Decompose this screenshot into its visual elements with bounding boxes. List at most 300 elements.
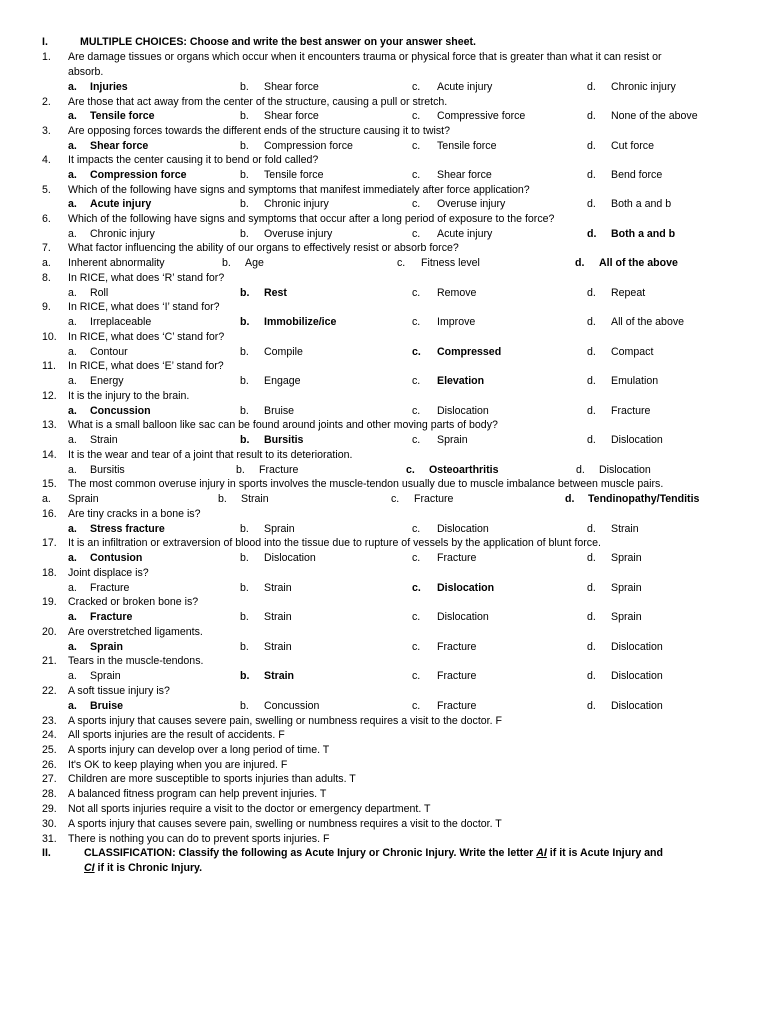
question-7-choices [0, 256, 768, 270]
choice-letter-d: d. [587, 140, 596, 152]
choice-letter-c: c. [412, 169, 421, 181]
section-2-heading-continued [0, 861, 768, 875]
choice-a: Irreplaceable [90, 316, 152, 328]
choice-letter-b: b. [240, 523, 249, 535]
question-text: What is a small balloon like sac can be found around joints and other moving parts of body? [68, 419, 498, 431]
choice-c: Fracture [437, 670, 477, 682]
question-7 [0, 241, 768, 255]
choice-b: Dislocation [264, 552, 316, 564]
choice-c: Overuse injury [437, 198, 506, 210]
tf-item-30 [0, 817, 768, 831]
tf-number: 28. [42, 788, 57, 800]
question-2 [0, 95, 768, 109]
choice-a: Strain [90, 434, 118, 446]
question-number: 18. [42, 567, 57, 579]
tf-number: 27. [42, 773, 57, 785]
tf-item-31 [0, 832, 768, 846]
choice-c: Compressive force [437, 110, 526, 122]
question-11-choices [0, 374, 768, 388]
choice-letter-a: a. [68, 228, 77, 240]
question-10-choices [0, 345, 768, 359]
choice-letter-b: b. [240, 405, 249, 417]
question-text: Are tiny cracks in a bone is? [68, 508, 201, 520]
choice-letter-d: d. [587, 198, 596, 210]
choice-letter-b: b. [236, 464, 245, 476]
tf-statement: A sports injury can develop over a long period of time. T [68, 744, 330, 756]
choice-letter-d: d. [587, 582, 596, 594]
question-19-choices [0, 610, 768, 624]
question-text: Which of the following have signs and symptoms that occur after a long period of exposure to the force? [68, 213, 555, 225]
choice-letter-d: d. [587, 287, 596, 299]
question-22 [0, 684, 768, 698]
choice-letter-c: c. [412, 375, 421, 387]
choice-letter-b: b. [240, 198, 249, 210]
question-number: 16. [42, 508, 57, 520]
choice-c: Dislocation [437, 611, 489, 623]
question-21 [0, 654, 768, 668]
question-number: 1. [42, 51, 51, 63]
choice-letter-b: b. [240, 552, 249, 564]
choice-c: Compressed [437, 346, 502, 358]
choice-d: Chronic injury [611, 81, 676, 93]
choice-a: Compression force [90, 169, 187, 181]
choice-letter-c: c. [412, 405, 421, 417]
question-9 [0, 300, 768, 314]
choice-d: Strain [611, 523, 639, 535]
question-text: Are overstretched ligaments. [68, 626, 203, 638]
tf-item-23 [0, 714, 768, 728]
question-text: Are opposing forces towards the different ends of the structure causing it to twist? [68, 125, 450, 137]
choice-letter-b: b. [222, 257, 231, 269]
choice-letter-b: b. [240, 110, 249, 122]
choice-letter-a: a. [68, 316, 77, 328]
choice-b: Age [245, 257, 264, 269]
question-text: In RICE, what does ‘E’ stand for? [68, 360, 224, 372]
question-12 [0, 389, 768, 403]
question-text: Which of the following have signs and symptoms that manifest immediately after force application? [68, 184, 530, 196]
choice-letter-c: c. [412, 346, 421, 358]
choice-c: Shear force [437, 169, 492, 181]
question-text: A soft tissue injury is? [68, 685, 170, 697]
choice-letter-c: c. [406, 464, 415, 476]
choice-b: Compile [264, 346, 303, 358]
choice-letter-a: a. [68, 670, 77, 682]
choice-b: Concussion [264, 700, 320, 712]
section-numeral: II. [42, 847, 51, 859]
question-number: 3. [42, 125, 51, 137]
choice-letter-b: b. [240, 228, 249, 240]
choice-c: Dislocation [437, 523, 489, 535]
choice-letter-c: c. [412, 228, 421, 240]
tf-item-25 [0, 743, 768, 757]
question-text: In RICE, what does ‘R’ stand for? [68, 272, 225, 284]
choice-c: Fracture [437, 641, 477, 653]
question-8-choices [0, 286, 768, 300]
choice-letter-c: c. [412, 523, 421, 535]
choice-letter-d: d. [587, 670, 596, 682]
section-numeral: I. [42, 36, 48, 48]
choice-letter-a: a. [68, 81, 77, 93]
question-number: 11. [42, 360, 56, 372]
choice-b: Engage [264, 375, 301, 387]
choice-a: Sprain [90, 670, 121, 682]
choice-a: Sprain [90, 641, 123, 653]
choice-d: Dislocation [611, 670, 663, 682]
tf-statement: There is nothing you can do to prevent sports injuries. F [68, 833, 330, 845]
choice-b: Fracture [259, 464, 299, 476]
choice-d: Dislocation [611, 700, 663, 712]
choice-letter-d: d. [565, 493, 575, 505]
choice-letter-b: b. [240, 611, 249, 623]
question-13-choices [0, 433, 768, 447]
choice-c: Elevation [437, 375, 485, 387]
choice-d: Bend force [611, 169, 663, 181]
choice-letter-d: d. [587, 405, 596, 417]
choice-letter-d: d. [587, 110, 596, 122]
choice-letter-c: c. [412, 700, 421, 712]
choice-c: Acute injury [437, 228, 493, 240]
question-22-choices [0, 699, 768, 713]
choice-d: Sprain [611, 552, 642, 564]
choice-letter-b: b. [240, 346, 249, 358]
question-20 [0, 625, 768, 639]
choice-a: Bruise [90, 700, 123, 712]
choice-a: Sprain [68, 493, 99, 505]
choice-c: Fracture [437, 552, 477, 564]
choice-letter-b: b. [240, 375, 249, 387]
choice-b: Rest [264, 287, 287, 299]
choice-a: Roll [90, 287, 109, 299]
instructions-text: CLASSIFICATION: Classify the following as Acute Injury or Chronic Injury. Write the letter [84, 847, 537, 859]
choice-d: Dislocation [599, 464, 651, 476]
question-3-choices [0, 139, 768, 153]
choice-d: Both a and b [611, 228, 676, 240]
choice-letter-b: b. [240, 316, 250, 328]
question-number: 19. [42, 596, 57, 608]
choice-d: Emulation [611, 375, 659, 387]
choice-letter-a: a. [68, 434, 77, 446]
acute-injury-code: AI [536, 847, 547, 859]
question-20-choices [0, 640, 768, 654]
choice-letter-a: a. [68, 110, 77, 122]
choice-c: Remove [437, 287, 477, 299]
choice-letter-b: b. [218, 493, 227, 505]
choice-letter-c: c. [412, 140, 421, 152]
choice-letter-c: c. [412, 641, 421, 653]
tf-number: 25. [42, 744, 57, 756]
question-number: 21. [42, 655, 57, 667]
choice-letter-c: c. [412, 110, 421, 122]
choice-letter-c: c. [412, 611, 421, 623]
choice-letter-a: a. [68, 140, 77, 152]
question-number: 10. [42, 331, 57, 343]
tf-number: 26. [42, 759, 57, 771]
choice-letter-d: d. [576, 464, 585, 476]
question-number: 13. [42, 419, 57, 431]
question-text: What factor influencing the ability of our organs to effectively resist or absorb force? [68, 242, 459, 254]
choice-letter-c: c. [412, 582, 421, 594]
question-4-choices [0, 168, 768, 182]
choice-letter-d: d. [587, 228, 597, 240]
choice-c: Dislocation [437, 582, 495, 594]
choice-c: Acute injury [437, 81, 493, 93]
section-instructions-line2 [84, 861, 202, 875]
choice-b: Strain [264, 670, 295, 682]
choice-letter-a: a. [68, 464, 77, 476]
question-number: 14. [42, 449, 57, 461]
tf-item-27 [0, 772, 768, 786]
choice-d: Sprain [611, 582, 642, 594]
choice-b: Bursitis [264, 434, 304, 446]
instructions-text-2: if it is Acute Injury and [546, 847, 663, 859]
question-number: 22. [42, 685, 57, 697]
choice-b: Shear force [264, 81, 319, 93]
choice-letter-b: b. [240, 670, 250, 682]
choice-letter-d: d. [587, 700, 596, 712]
choice-letter-c: c. [412, 316, 421, 328]
choice-letter-b: b. [240, 169, 249, 181]
choice-b: Bruise [264, 405, 295, 417]
question-number: 8. [42, 272, 51, 284]
choice-letter-a: a. [68, 198, 77, 210]
tf-item-29 [0, 802, 768, 816]
choice-c: Osteoarthritis [429, 464, 499, 476]
choice-a: Concussion [90, 405, 151, 417]
question-5-choices [0, 197, 768, 211]
question-text: Tears in the muscle-tendons. [68, 655, 204, 667]
choice-a: Stress fracture [90, 523, 165, 535]
choice-letter-c: c. [412, 198, 421, 210]
choice-letter-b: b. [240, 140, 249, 152]
choice-a: Energy [90, 375, 124, 387]
question-number: 17. [42, 537, 57, 549]
question-6-choices [0, 227, 768, 241]
question-11 [0, 359, 768, 373]
choice-letter-a: a. [68, 169, 77, 181]
choice-letter-d: d. [587, 434, 596, 446]
tf-number: 31. [42, 833, 57, 845]
tf-statement: A sports injury that causes severe pain, swelling or numbness requires a visit to the doctor. F [68, 715, 502, 727]
choice-a: Shear force [90, 140, 149, 152]
choice-c: Improve [437, 316, 476, 328]
choice-c: Fracture [414, 493, 454, 505]
choice-letter-b: b. [240, 700, 249, 712]
choice-letter-a: a. [42, 257, 51, 269]
question-text: It is the wear and tear of a joint that result to its deterioration. [68, 449, 353, 461]
choice-letter-d: d. [587, 641, 596, 653]
question-number: 20. [42, 626, 57, 638]
choice-letter-c: c. [412, 287, 421, 299]
choice-letter-b: b. [240, 434, 250, 446]
choice-a: Tensile force [90, 110, 155, 122]
choice-letter-a: a. [68, 287, 77, 299]
choice-letter-c: c. [412, 670, 421, 682]
choice-letter-c: c. [412, 81, 421, 93]
question-5 [0, 183, 768, 197]
choice-letter-a: a. [68, 346, 77, 358]
question-number: 5. [42, 184, 51, 196]
question-number: 6. [42, 213, 51, 225]
question-17 [0, 536, 768, 550]
question-number: 15. [42, 478, 57, 490]
choice-letter-d: d. [587, 611, 596, 623]
question-text: The most common overuse injury in sports involves the muscle-tendon usually due to muscle imbalance between muscle pairs. [68, 478, 664, 490]
choice-b: Overuse injury [264, 228, 333, 240]
question-number: 4. [42, 154, 51, 166]
choice-c: Tensile force [437, 140, 497, 152]
section-instructions [84, 846, 663, 860]
choice-letter-b: b. [240, 641, 249, 653]
question-8 [0, 271, 768, 285]
choice-letter-d: d. [587, 169, 596, 181]
choice-letter-d: d. [587, 552, 596, 564]
question-text: Are those that act away from the center of the structure, causing a pull or stretch. [68, 96, 448, 108]
instructions-text-3: if it is Chronic Injury. [94, 862, 203, 874]
question-15-choices [0, 492, 768, 506]
choice-a: Chronic injury [90, 228, 155, 240]
choice-b: Immobilize/ice [264, 316, 337, 328]
question-16-choices [0, 522, 768, 536]
choice-a: Fracture [90, 611, 133, 623]
choice-d: All of the above [599, 257, 678, 269]
choice-letter-b: b. [240, 81, 249, 93]
question-18-choices [0, 581, 768, 595]
question-2-choices [0, 109, 768, 123]
choice-letter-a: a. [68, 582, 77, 594]
choice-d: All of the above [611, 316, 685, 328]
choice-d: Tendinopathy/Tenditis [588, 493, 700, 505]
question-number: 9. [42, 301, 51, 313]
tf-item-24 [0, 728, 768, 742]
question-text: It is an infiltration or extraversion of blood into the tissue due to rupture of vessels by the application of blunt force. [68, 537, 601, 549]
choice-a: Bursitis [90, 464, 125, 476]
question-4 [0, 153, 768, 167]
question-19 [0, 595, 768, 609]
tf-statement: Children are more susceptible to sports injuries than adults. T [68, 773, 356, 785]
choice-letter-d: d. [587, 375, 596, 387]
section-1-heading [0, 35, 768, 49]
section-2-heading [0, 846, 768, 860]
choice-letter-d: d. [587, 523, 596, 535]
tf-statement: A balanced fitness program can help prevent injuries. T [68, 788, 327, 800]
tf-statement: It's OK to keep playing when you are injured. F [68, 759, 288, 771]
tf-number: 30. [42, 818, 57, 830]
choice-letter-a: a. [68, 375, 77, 387]
choice-b: Strain [264, 641, 292, 653]
choice-a: Contour [90, 346, 128, 358]
choice-letter-a: a. [68, 552, 77, 564]
choice-letter-d: d. [587, 346, 596, 358]
question-1 [0, 50, 768, 64]
choice-a: Injuries [90, 81, 128, 93]
question-number: 12. [42, 390, 57, 402]
choice-d: Both a and b [611, 198, 672, 210]
choice-c: Fitness level [421, 257, 480, 269]
question-16 [0, 507, 768, 521]
choice-letter-c: c. [412, 552, 421, 564]
choice-d: Dislocation [611, 641, 663, 653]
choice-b: Shear force [264, 110, 319, 122]
choice-letter-a: a. [68, 700, 77, 712]
question-9-choices [0, 315, 768, 329]
question-14 [0, 448, 768, 462]
choice-d: Fracture [611, 405, 651, 417]
choice-letter-a: a. [68, 641, 77, 653]
question-17-choices [0, 551, 768, 565]
choice-letter-d: d. [575, 257, 585, 269]
choice-letter-d: d. [587, 316, 596, 328]
question-text: It is the injury to the brain. [68, 390, 190, 402]
choice-d: Compact [611, 346, 654, 358]
question-1-choices [0, 80, 768, 94]
choice-b: Strain [264, 611, 292, 623]
question-18 [0, 566, 768, 580]
question-text: In RICE, what does ‘C’ stand for? [68, 331, 225, 343]
choice-d: Cut force [611, 140, 654, 152]
question-text: Cracked or broken bone is? [68, 596, 199, 608]
tf-item-28 [0, 787, 768, 801]
choice-letter-b: b. [240, 582, 249, 594]
question-text: It impacts the center causing it to bend or fold called? [68, 154, 319, 166]
choice-b: Strain [264, 582, 292, 594]
choice-a: Inherent abnormality [68, 257, 165, 269]
question-10 [0, 330, 768, 344]
question-12-choices [0, 404, 768, 418]
choice-letter-d: d. [587, 81, 596, 93]
tf-number: 29. [42, 803, 57, 815]
tf-number: 24. [42, 729, 57, 741]
question-14-choices [0, 463, 768, 477]
choice-d: Sprain [611, 611, 642, 623]
question-text: Are damage tissues or organs which occur when it encounters trauma or physical force that is greater than what it can resist or [68, 51, 662, 63]
question-3 [0, 124, 768, 138]
choice-b: Compression force [264, 140, 353, 152]
tf-number: 23. [42, 715, 57, 727]
choice-a: Fracture [90, 582, 130, 594]
choice-b: Strain [241, 493, 269, 505]
tf-statement: All sports injuries are the result of accidents. F [68, 729, 285, 741]
choice-letter-c: c. [391, 493, 400, 505]
choice-letter-a: a. [68, 523, 77, 535]
choice-b: Chronic injury [264, 198, 329, 210]
choice-b: Sprain [264, 523, 295, 535]
choice-a: Contusion [90, 552, 143, 564]
question-number: 7. [42, 242, 51, 254]
choice-d: None of the above [611, 110, 698, 122]
question-15 [0, 477, 768, 491]
choice-letter-a: a. [42, 493, 51, 505]
chronic-injury-code: CI [84, 862, 95, 874]
question-1-continued [0, 65, 768, 79]
choice-d: Dislocation [611, 434, 663, 446]
question-21-choices [0, 669, 768, 683]
choice-letter-c: c. [397, 257, 406, 269]
question-6 [0, 212, 768, 226]
section-title: MULTIPLE CHOICES: Choose and write the best answer on your answer sheet. [80, 36, 476, 48]
tf-statement: Not all sports injuries require a visit to the doctor or emergency department. T [68, 803, 431, 815]
choice-c: Dislocation [437, 405, 489, 417]
choice-c: Fracture [437, 700, 477, 712]
choice-letter-a: a. [68, 611, 77, 623]
question-13 [0, 418, 768, 432]
question-text: Joint displace is? [68, 567, 149, 579]
choice-a: Acute injury [90, 198, 152, 210]
choice-letter-b: b. [240, 287, 250, 299]
choice-c: Sprain [437, 434, 468, 446]
choice-letter-c: c. [412, 434, 421, 446]
choice-letter-a: a. [68, 405, 77, 417]
question-text: absorb. [68, 66, 104, 78]
